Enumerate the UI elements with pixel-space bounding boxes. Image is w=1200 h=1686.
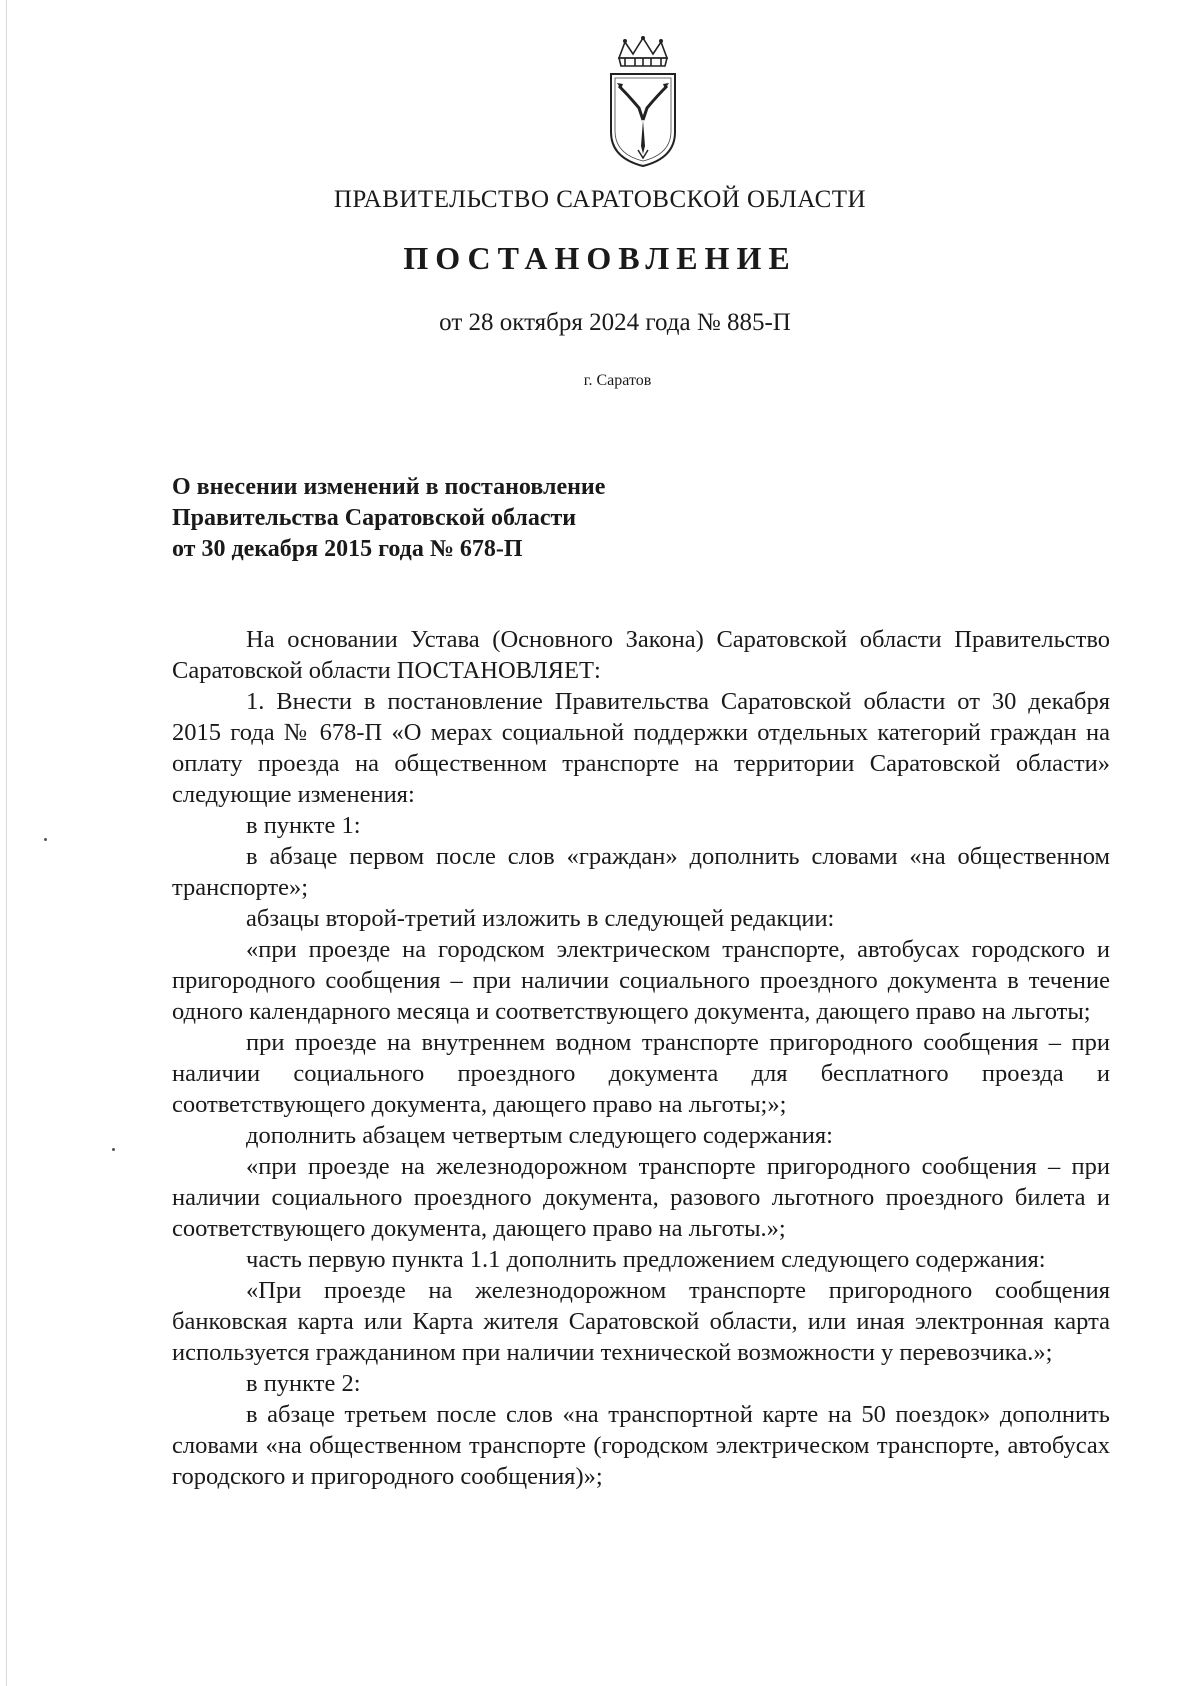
body-paragraph: «При проезде на железнодорожном транспорте пригородного сообщения банковская карта или Карта жителя Саратовской области, или иная электронная карта используется гражданином при наличии технической возможности у перевозчика.»;: [172, 1277, 1110, 1366]
subject-line: Правительства Саратовской области: [172, 505, 577, 531]
document-body: [172, 624, 1110, 1492]
subject-line: от 30 декабря 2015 года № 678-П: [172, 536, 523, 562]
subject-line: О внесении изменений в постановление: [172, 474, 606, 500]
body-paragraph: в пункте 2:: [246, 1370, 361, 1397]
document-date-number: от 28 октября 2024 года № 885-П: [439, 309, 791, 336]
document-type: ПОСТАНОВЛЕНИЕ: [403, 240, 797, 276]
body-paragraph: в абзаце первом после слов «граждан» дополнить словами «на общественном транспорте»;: [172, 843, 1110, 901]
scan-speck: [112, 1148, 115, 1151]
body-paragraph: при проезде на внутреннем водном транспорте пригородного сообщения – при наличии социального проездного документа для бесплатного проезда и соответствующего документа, дающего право на льготы;»;: [172, 1029, 1110, 1118]
body-paragraph: «при проезде на городском электрическом транспорте, автобусах городского и пригородного сообщения – при наличии социального проездного документа в течение одного календарного месяца и соответствующего документа, дающего право на льготы;: [172, 936, 1110, 1025]
body-paragraph: дополнить абзацем четвертым следующего содержания:: [246, 1122, 833, 1149]
body-paragraph: часть первую пункта 1.1 дополнить предложением следующего содержания:: [246, 1246, 1046, 1273]
body-paragraph: «при проезде на железнодорожном транспорте пригородного сообщения – при наличии социального проездного документа, разового льготного проездного билета и соответствующего документа, дающего право на льготы.»;: [172, 1153, 1110, 1242]
document-subject: [172, 472, 732, 565]
scan-speck: [44, 838, 47, 841]
body-paragraph: в абзаце третьем после слов «на транспортной карте на 50 поездок» дополнить словами «на общественном транспорте (городском электрическом транспорте, автобусах городского и пригородного сообщения)»;: [172, 1401, 1110, 1490]
body-paragraph: в пункте 1:: [246, 812, 361, 839]
body-paragraph: абзацы второй-третий изложить в следующей редакции:: [246, 905, 835, 932]
saratov-coat-of-arms-icon: [605, 36, 681, 168]
government-name: ПРАВИТЕЛЬСТВО САРАТОВСКОЙ ОБЛАСТИ: [333, 186, 867, 213]
document-city: г. Саратов: [583, 372, 652, 389]
body-paragraph: 1. Внести в постановление Правительства Саратовской области от 30 декабря 2015 года № 678-П «О мерах социальной поддержки отдельных категорий граждан на оплату проезда на общественном транспорте на территории Саратовской области» следующие изменения:: [172, 688, 1110, 808]
body-paragraph: На основании Устава (Основного Закона) Саратовской области Правительство Саратовской области ПОСТАНОВЛЯЕТ:: [172, 626, 1110, 684]
